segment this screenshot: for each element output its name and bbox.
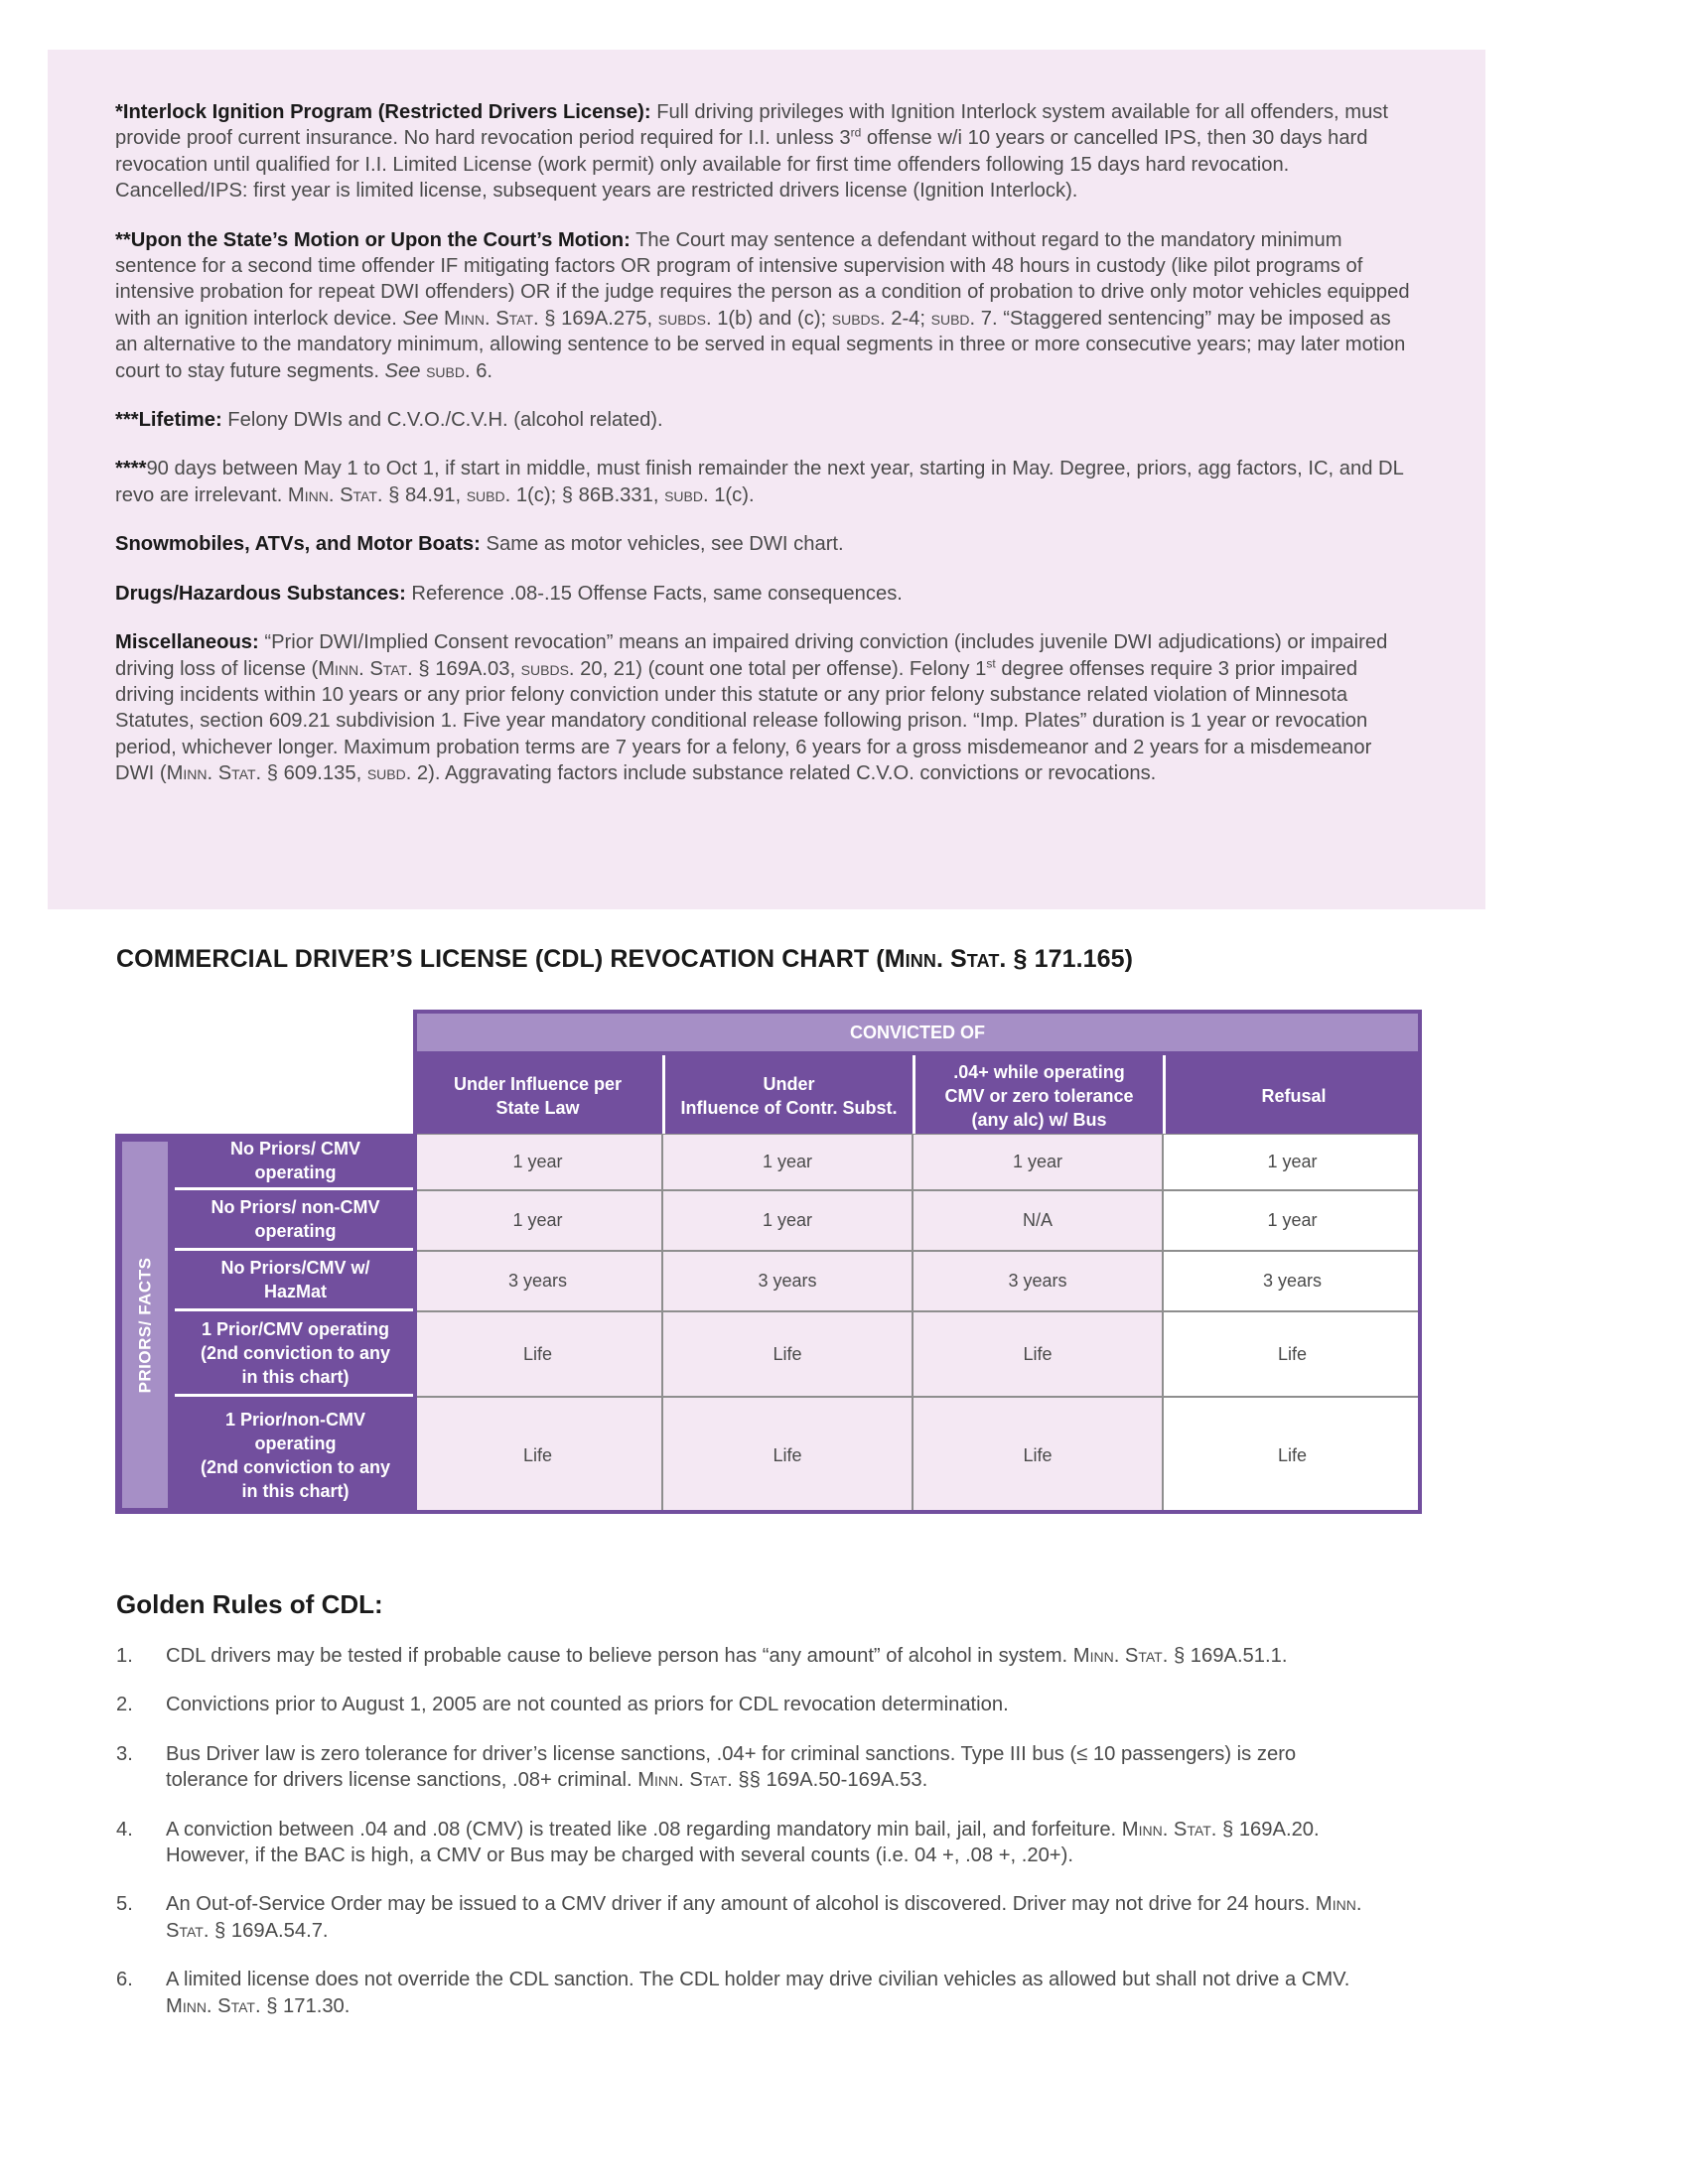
note-snowmobiles: Snowmobiles, ATVs, and Motor Boats: Same as motor vehicles, see DWI chart. (115, 533, 844, 556)
cdl-chart-title: COMMERCIAL DRIVER’S LICENSE (CDL) REVOCATION CHART (Minn. Stat. § 171.165) (116, 945, 1134, 973)
row-header: No Priors/ CMV operating (175, 1134, 416, 1187)
note-miscellaneous: Miscellaneous: “Prior DWI/Implied Consent revocation” means an impaired driving conviction (includes juvenile DWI adjudications) or impaired driving loss of license (Minn. Stat. § 169A.03, subds. 20, 21) (count one total per offense). Felony 1st degree offenses require 3 prior impaired driving incidents within 10 years or any prior felony conviction under this statute or any prior felony substance related violation of Minnesota Statutes, section 609.21 subdivision 1. Five year mandatory conditional release following prison. “Imp. Plates” duration is 1 year or revocation period, whichever longer. Maximum probation terms are 7 years for a felony, 6 years for a gross misdemeanor and 2 years for a misdemeanor DWI (Minn. Stat. § 609.135, subd. 2). Aggravating factors include substance related C.V.O. convictions or revocations. (115, 631, 1388, 785)
table-cell: 1 year (1163, 1190, 1422, 1251)
column-header: Refusal (1163, 1055, 1422, 1137)
table-cell: 1 year (413, 1134, 662, 1190)
table-cell: Life (413, 1397, 662, 1514)
priors-facts-label: PRIORS/ FACTS (135, 1257, 155, 1393)
list-item: 2. Convictions prior to August 1, 2005 are not counted as priors for CDL revocation determination. (116, 1694, 1009, 1716)
golden-rules-title: Golden Rules of CDL: (116, 1589, 383, 1619)
note-drugs: Drugs/Hazardous Substances: Reference .08-.15 Offense Facts, same consequences. (115, 582, 903, 605)
golden-rules-list (116, 1643, 1367, 2042)
column-header: Under Influence of Contr. Subst. (662, 1055, 913, 1137)
note-lifetime: ***Lifetime: Felony DWIs and C.V.O./C.V.H. (alcohol related). (115, 409, 663, 432)
table-cell: 1 year (413, 1190, 662, 1251)
table-cell: 3 years (662, 1251, 913, 1311)
list-item: 3. Bus Driver law is zero tolerance for driver’s license sanctions, .04+ for criminal sanctions. Type III bus (≤ 10 passengers) is zero tolerance for drivers license sanctions, .08+ criminal. Minn. Stat. §§ 169A.50-169A.53. (116, 1742, 1297, 1792)
table-cell: Life (662, 1397, 913, 1514)
table-cell: Life (913, 1397, 1163, 1514)
priors-facts-strip (115, 1134, 175, 1514)
list-item: 4. A conviction between .04 and .08 (CMV) is treated like .08 regarding mandatory min bail, jail, and forfeiture. Minn. Stat. § 169A.20. However, if the BAC is high, a CMV or Bus may be charged with several counts (i.e. 04 +, .08 +, .20+). (116, 1818, 1320, 1867)
row-header: No Priors/ non-CMV operating (175, 1187, 416, 1248)
column-header: .04+ while operating CMV or zero tolerance (any alc) w/ Bus (913, 1055, 1163, 1137)
table-cell: Life (913, 1311, 1163, 1397)
table-cell: 3 years (413, 1251, 662, 1311)
table-cell: 1 year (662, 1134, 913, 1190)
table-cell: 1 year (1163, 1134, 1422, 1190)
list-item: 6. A limited license does not override the CDL sanction. The CDL holder may drive civilian vehicles as allowed but shall not drive a CMV. Minn. Stat. § 171.30. (116, 1969, 1350, 2017)
table-cell: 3 years (913, 1251, 1163, 1311)
note-interlock: *Interlock Ignition Program (Restricted Drivers License): Full driving privileges with Ignition Interlock system available for all offenders, must provide proof current insurance. No hard revocation period required for I.I. unless 3rd offense w/i 10 years or cancelled IPS, then 30 days hard revocation until qualified for I.I. Limited License (work permit) only available for first time offenders following 15 days hard revocation. Cancelled/IPS: first year is limited license, subsequent years are restricted drivers license (Ignition Interlock). (115, 101, 1388, 203)
table-cell: N/A (913, 1190, 1163, 1251)
table-cell: 3 years (1163, 1251, 1422, 1311)
list-item: 1. CDL drivers may be tested if probable cause to believe person has “any amount” of alcohol in system. Minn. Stat. § 169A.51.1. (116, 1645, 1288, 1667)
notes-panel (48, 50, 1485, 909)
convicted-of-header: CONVICTED OF (413, 1010, 1422, 1055)
row-header: No Priors/CMV w/ HazMat (175, 1248, 416, 1308)
table-cell: 1 year (662, 1190, 913, 1251)
column-header: Under Influence per State Law (413, 1055, 662, 1137)
row-header: 1 Prior/non-CMV operating (2nd conviction to any in this chart) (175, 1394, 416, 1514)
table-cell: Life (1163, 1397, 1422, 1514)
note-motion: **Upon the State’s Motion or Upon the Court’s Motion: The Court may sentence a defendant without regard to the mandatory minimum sentence for a second time offender IF mitigating factors OR program of intensive supervision with 48 hours in custody (like pilot programs of intensive probation for repeat DWI offenders) OR if the judge requires the person as a condition of probation to drive only motor vehicles equipped with an ignition interlock device. See Minn. Stat. § 169A.275, subds. 1(b) and (c); subds. 2-4; subd. 7. “Staggered sentencing” may be imposed as an alternative to the mandatory minimum, allowing sentence to be served in equal segments in three or more consecutive years; may later motion court to stay future segments. See subd. 6. (115, 228, 1410, 382)
table-cell: Life (1163, 1311, 1422, 1397)
note-seasonal: ****90 days between May 1 to Oct 1, if start in middle, must finish remainder the next year, starting in May. Degree, priors, agg factors, IC, and DL revo are irrelevant. Minn. Stat. § 84.91, subd. 1(c); § 86B.331, subd. 1(c). (115, 458, 1404, 506)
table-cell: Life (413, 1311, 662, 1397)
row-header: 1 Prior/CMV operating (2nd conviction to any in this chart) (175, 1308, 416, 1394)
table-cell: Life (662, 1311, 913, 1397)
list-item: 5. An Out-of-Service Order may be issued to a CMV driver if any amount of alcohol is discovered. Driver may not drive for 24 hours. Minn. Stat. § 169A.54.7. (116, 1893, 1362, 1942)
table-cell: 1 year (913, 1134, 1163, 1190)
